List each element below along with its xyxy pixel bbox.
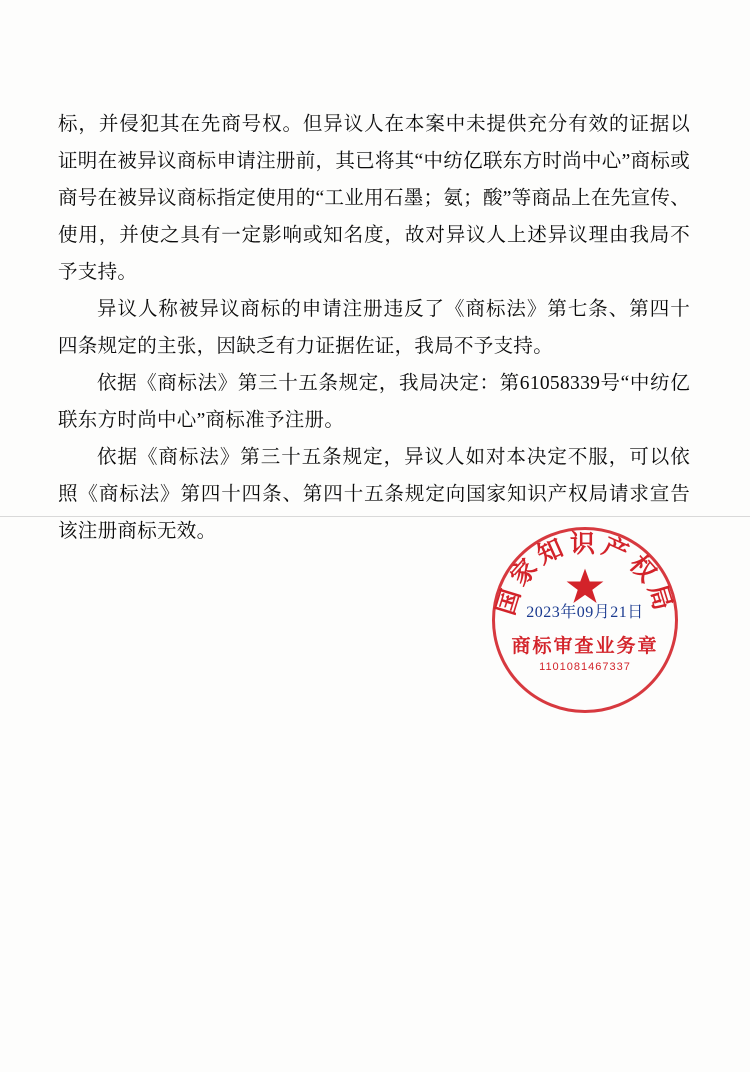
seal-code: 1101081467337: [539, 661, 631, 673]
seal-date: 2023年09月21日: [526, 604, 644, 621]
page-divider: [0, 516, 750, 517]
paragraph: 异议人称被异议商标的申请注册违反了《商标法》第七条、第四十四条规定的主张，因缺乏有力证据佐证，我局不予支持。: [58, 299, 690, 357]
paragraph: 依据《商标法》第三十五条规定，我局决定：第61058339号“中纺亿联东方时尚中心”商标准予注册。: [58, 373, 690, 431]
paragraph: 标，并侵犯其在先商号权。但异议人在本案中未提供充分有效的证据以证明在被异议商标申请注册前，其已将其“中纺亿联东方时尚中心”商标或商号在被异议商标指定使用的“工业用石墨；氨；酸”等商品上在先宣传、使用，并使之具有一定影响或知名度，故对异议人上述异议理由我局不予支持。: [58, 114, 690, 283]
svg-text:国家知识产权局: 国家知识产权局: [492, 531, 678, 619]
official-seal: [492, 527, 678, 713]
document-body: [58, 106, 690, 550]
seal-bottom-text: 商标审查业务章: [511, 636, 659, 657]
paragraph: 依据《商标法》第三十五条规定，异议人如对本决定不服，可以依照《商标法》第四十四条、第四十五条规定向国家知识产权局请求宣告该注册商标无效。: [58, 447, 690, 542]
